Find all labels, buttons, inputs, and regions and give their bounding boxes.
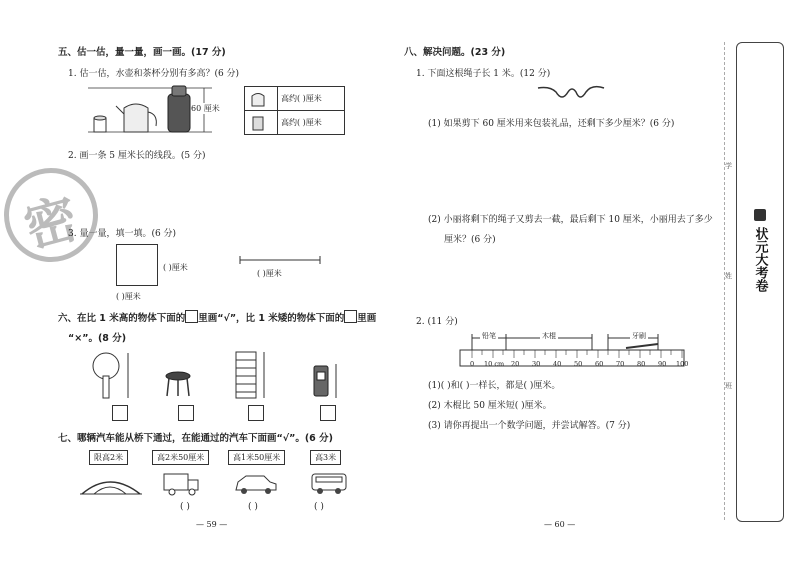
brand-text: 状元大考卷: [752, 227, 768, 292]
ruler-num: 70: [616, 360, 625, 368]
margin-label-school: 学: [725, 162, 732, 170]
answer-cup[interactable]: 高约( )厘米: [278, 111, 345, 135]
q8-1-1-text: (1) 如果剪下 60 厘米用来包装礼品，还剩下多少厘米？(6 分): [428, 119, 675, 129]
ruler-num: 20: [511, 360, 520, 368]
sign-car: 高1米50厘米: [228, 450, 285, 465]
binding-sidebar: [725, 42, 784, 522]
objects-figure: [88, 350, 358, 402]
rope-figure: [536, 82, 606, 106]
q8-2-1-text[interactable]: (1)( )和( )一样长，都是( )厘米。: [428, 381, 561, 391]
answer-kettle[interactable]: 高约( )厘米: [278, 87, 345, 111]
section6-line1: [58, 310, 376, 324]
sign-truck: 高2米50厘米: [152, 450, 209, 465]
ruler-num: 60: [595, 360, 604, 368]
q5-3-text: 3. 量一量，填一填。(6 分): [68, 229, 177, 239]
sample-box: [185, 310, 198, 323]
estimate-table: [244, 86, 345, 135]
q8-1-2-text-b: 厘米？(6 分): [444, 235, 496, 245]
bus-icon: [312, 474, 346, 494]
truck-answer[interactable]: ( ): [180, 502, 190, 512]
tree-answer-box[interactable]: [112, 405, 128, 421]
ruler-tag-toothbrush: 牙刷: [632, 332, 646, 340]
ruler-tag-pencil: 铅笔: [482, 332, 496, 340]
sec6-text-c: 里画: [357, 313, 377, 324]
ruler-tag-stick: 木棍: [542, 332, 556, 340]
car-icon: [236, 476, 276, 494]
ruler-num: 30: [532, 360, 541, 368]
section8-title: 八、解决问题。(23 分): [404, 47, 506, 58]
square-side-answer[interactable]: ( )厘米: [163, 263, 188, 272]
dispenser-icon: [314, 364, 336, 398]
cup-icon-cell: [245, 111, 278, 135]
ruler-num: 80: [637, 360, 646, 368]
cut-line: [724, 42, 725, 520]
page-number-left: — 59 —: [196, 520, 228, 529]
square-bottom-answer[interactable]: ( )厘米: [116, 292, 141, 301]
stamp-text: 密: [18, 187, 85, 260]
ladder-icon: [236, 352, 264, 398]
segment-answer[interactable]: ( )厘米: [257, 269, 282, 278]
ladder-answer-box[interactable]: [248, 405, 264, 421]
stool-icon: [166, 372, 190, 396]
bus-answer[interactable]: ( ): [314, 502, 324, 512]
q5-1-text: 1. 估一估，水壶和茶杯分别有多高？(6 分): [68, 69, 240, 79]
secret-stamp: [0, 157, 109, 272]
margin-label-name: 姓: [725, 272, 732, 280]
q5-2-text: 2. 画一条 5 厘米长的线段。(5 分): [68, 151, 206, 161]
ruler-num: 90: [658, 360, 667, 368]
section7-title: 七、哪辆汽车能从桥下通过，在能通过的汽车下面画“√”。(6 分): [58, 433, 333, 444]
q8-1-text: 1. 下面这根绳子长 1 米。(12 分): [416, 69, 551, 79]
cup-icon: [248, 113, 268, 131]
section5-title: 五、估一估，量一量，画一画。(17 分): [58, 47, 226, 58]
kettle-icon-cell: [245, 87, 278, 111]
truck-icon: [164, 474, 198, 495]
sign-bus: 高3米: [310, 450, 341, 465]
q8-2-text: 2. (11 分): [416, 317, 458, 327]
bridge-icon: [80, 482, 142, 494]
ruler-num: 100: [676, 360, 689, 368]
ruler-num: 40: [553, 360, 562, 368]
dispenser-answer-box[interactable]: [320, 405, 336, 421]
ruler-num: 0: [470, 360, 475, 368]
vehicles-figure: [80, 468, 350, 500]
ruler-num: 50: [574, 360, 583, 368]
page-number-right: — 60 —: [544, 520, 576, 529]
section6-line2: “×”。(8 分): [68, 333, 127, 344]
sec6-text-b: 里画“√”，比 1 米矮的物体下面的: [198, 313, 345, 324]
q8-1-2-text-a: (2) 小丽将剩下的绳子又剪去一截，最后剩下 10 厘米，小丽用去了多少: [428, 215, 713, 225]
measure-segment: [238, 256, 322, 264]
brand-logo: [743, 209, 777, 305]
stool-answer-box[interactable]: [178, 405, 194, 421]
sec6-text-a: 六、在比 1 米高的物体下面的: [58, 313, 186, 324]
scale-label: 60 厘米: [191, 104, 220, 113]
car-answer[interactable]: ( ): [248, 502, 258, 512]
kettle-icon: [248, 89, 268, 107]
tree-icon: [93, 353, 128, 398]
measure-square: [116, 244, 158, 286]
sign-limit: 限高2米: [89, 450, 128, 465]
ruler-num: 10 cm: [484, 360, 505, 368]
sample-box: [344, 310, 357, 323]
brand-icon: [754, 209, 766, 221]
q8-2-3-text: (3) 请你再提出一个数学问题，并尝试解答。(7 分): [428, 421, 631, 431]
margin-label-class: 班: [725, 382, 732, 390]
q8-2-2-text[interactable]: (2) 木棍比 50 厘米短( )厘米。: [428, 401, 552, 411]
